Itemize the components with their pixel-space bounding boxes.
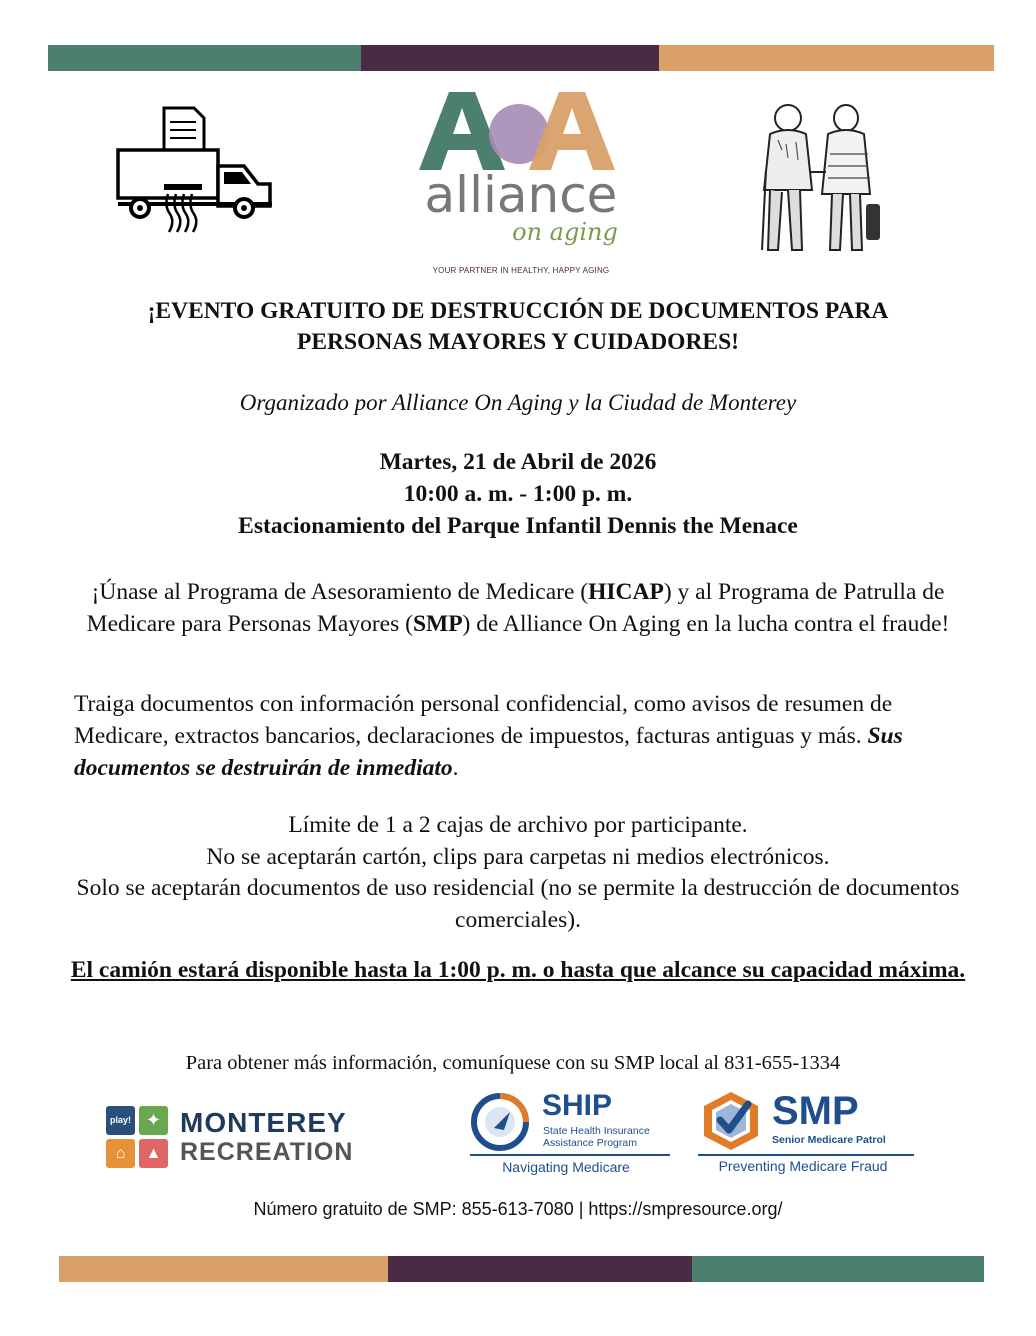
logo-subword: on aging (512, 218, 618, 246)
join-text-1: ¡Únase al Programa de Asesoramiento de Medicare ( (91, 579, 589, 605)
bring-text: Traiga documentos con información personal confidencial, como avisos de resumen de Medicare, extractos bancarios, declaraciones de impuestos, facturas antiguas y más. (74, 691, 893, 749)
house-icon: ⌂ (106, 1139, 135, 1168)
limits-paragraph (40, 810, 996, 936)
ship-compass-icon (470, 1092, 530, 1152)
smp-divider (698, 1154, 914, 1156)
event-date: Martes, 21 de Abril de 2026 (379, 449, 657, 475)
recreation-text: RECREATION (180, 1138, 354, 1166)
smp-logo (698, 1088, 914, 1180)
shred-truck-icon (112, 104, 282, 239)
ship-logo (470, 1090, 670, 1180)
limits-line3: Solo se aceptarán documentos de uso residencial (no se permite la destrucción de documentos comerciales). (76, 875, 960, 933)
event-title-line2: PERSONAS MAYORES Y CUIDADORES! (297, 329, 739, 355)
join-paragraph (60, 576, 976, 640)
event-time: 10:00 a. m. - 1:00 p. m. (403, 481, 633, 507)
contact-info: Para obtener más información, comuníquese con su SMP local al 831-655-1334 (185, 1052, 841, 1074)
smp-tagline: Preventing Medicare Fraud (718, 1158, 888, 1174)
event-details (40, 446, 996, 542)
monterey-text: MONTEREY (180, 1107, 347, 1138)
event-title-line1: ¡EVENTO GRATUITO DE DESTRUCCIÓN DE DOCUMENTOS PARA (147, 298, 889, 324)
alliance-on-aging-logo (405, 86, 637, 278)
limits-line1: Límite de 1 a 2 cajas de archivo por participante. (288, 812, 748, 838)
ship-sub2: Assistance Program (543, 1137, 637, 1149)
bring-paragraph (74, 688, 974, 784)
campfire-icon: ▲ (139, 1139, 168, 1168)
bottom-bar-teal (692, 1256, 984, 1282)
monterey-recreation-logo (106, 1106, 386, 1168)
logo-tagline: YOUR PARTNER IN HEALTHY, HAPPY AGING (432, 266, 610, 275)
event-title (40, 296, 996, 358)
ship-name: SHIP (542, 1089, 613, 1122)
bottom-bar-tan (59, 1256, 388, 1282)
top-color-bar (48, 45, 994, 71)
limits-line2: No se aceptarán cartón, clips para carpetas ni medios electrónicos. (206, 843, 830, 870)
hicap-acronym: HICAP (588, 579, 664, 605)
runner-icon: ✦ (139, 1106, 168, 1135)
elderly-couple-icon (748, 100, 888, 258)
event-location: Estacionamiento del Parque Infantil Dennis the Menace (238, 513, 798, 539)
bring-end: . (452, 755, 459, 781)
ship-tagline: Navigating Medicare (502, 1159, 630, 1175)
play-icon: play! (106, 1106, 135, 1135)
ship-sub1: State Health Insurance (543, 1125, 650, 1137)
top-bar-tan (659, 45, 994, 71)
smp-name: SMP (772, 1089, 859, 1133)
bottom-bar-plum (388, 1256, 692, 1282)
smp-acronym: SMP (412, 611, 463, 637)
footer-contact: Número gratuito de SMP: 855-613-7080 | https://smpresource.org/ (253, 1199, 783, 1219)
smp-sub: Senior Medicare Patrol (772, 1134, 886, 1146)
smp-shield-check-icon (698, 1088, 764, 1154)
top-bar-teal (48, 45, 361, 71)
join-text-3: ) de Alliance On Aging en la lucha contra el fraude! (462, 611, 950, 637)
truck-capacity-note: El camión estará disponible hasta la 1:00 p. m. o hasta que alcance su capacidad máxima. (70, 957, 966, 983)
bottom-color-bar (59, 1256, 984, 1282)
top-bar-plum (361, 45, 659, 71)
bring-emphasis: Sus documentos se destruirán de inmediato (74, 723, 903, 781)
ship-divider (470, 1154, 670, 1156)
organizer-text: Organizado por Alliance On Aging y la Ciudad de Monterey (239, 390, 797, 415)
logo-wordmark: alliance (424, 166, 618, 224)
rec-icon-grid (106, 1106, 168, 1168)
join-text-2: ) y al Programa de Patrulla de Medicare para Personas Mayores ( (86, 579, 945, 637)
